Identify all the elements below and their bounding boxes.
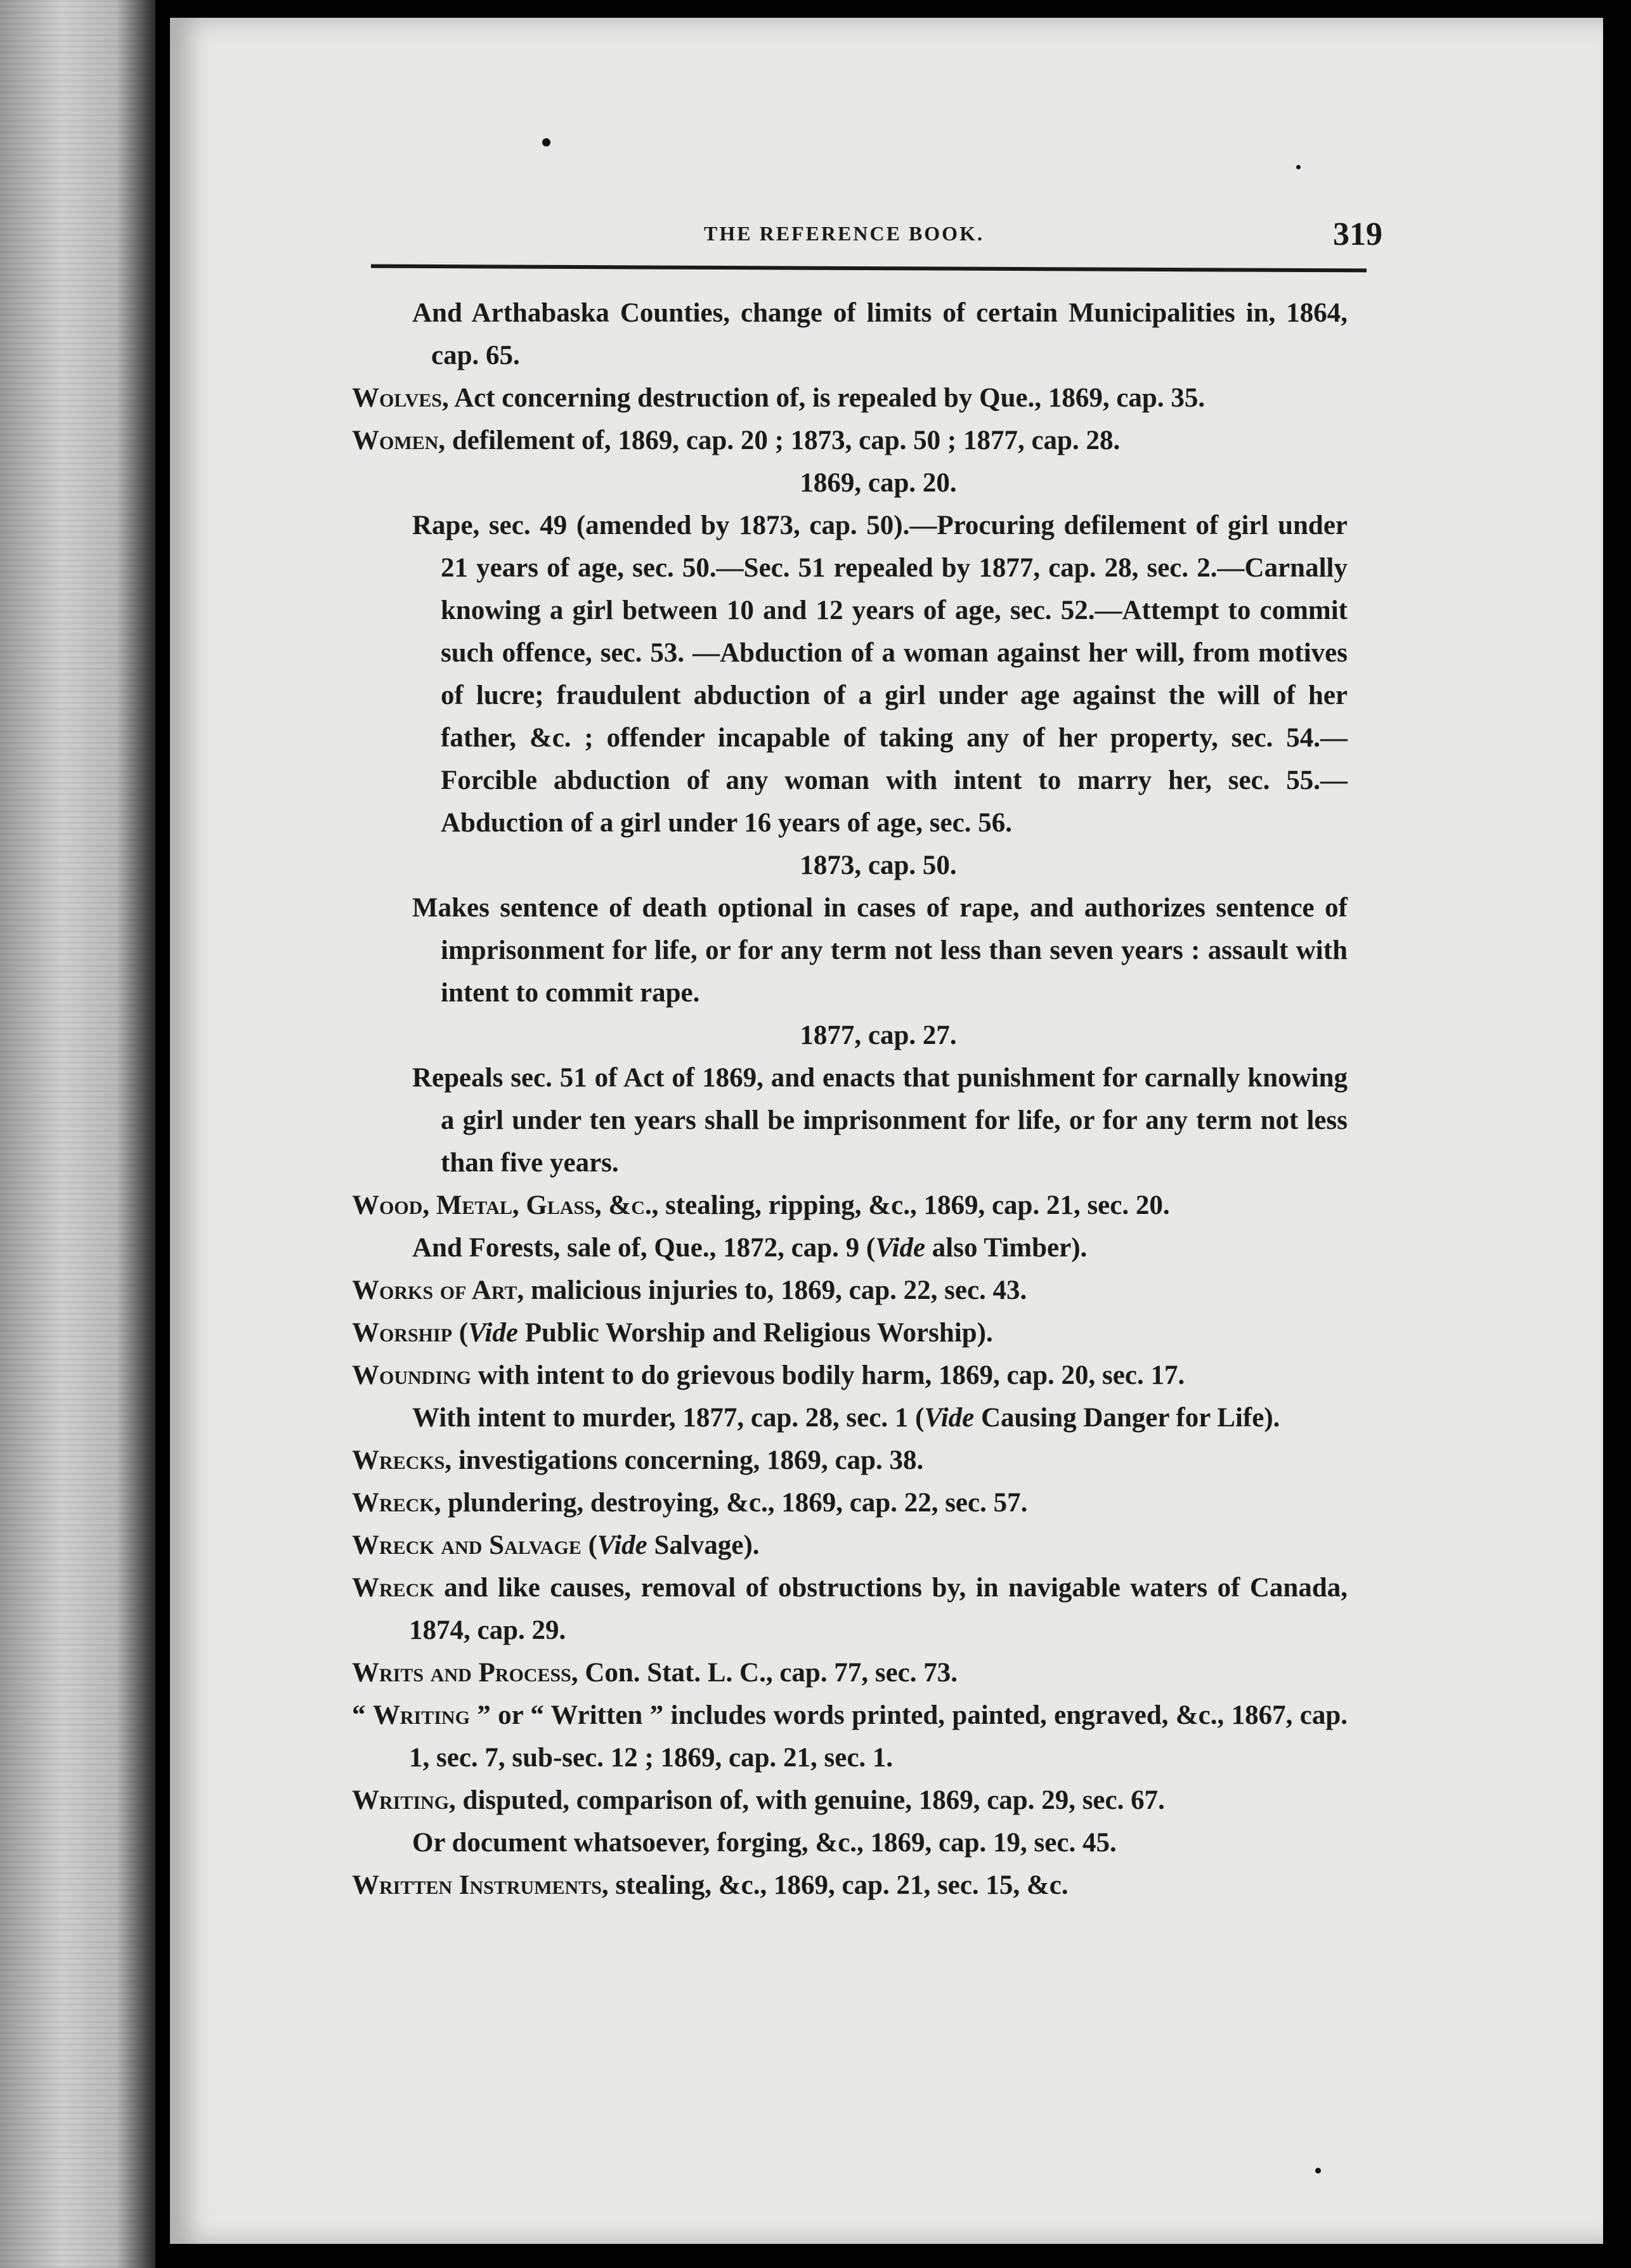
- index-entry: [352, 1312, 1348, 1354]
- entry-heading: Writing: [352, 1785, 450, 1815]
- entry-text: Or document whatsoever, forging, &c., 1869, cap. 19, sec. 45.: [412, 1828, 1117, 1858]
- index-entry: [352, 1524, 1348, 1567]
- adjacent-page-edge: [0, 0, 155, 2268]
- index-subentry: [352, 887, 1348, 1014]
- entry-text: Makes sentence of death optional in cases of rape, and authorizes sentence of imprisonment for life, or for any term not less than seven years : assault with intent to commit rape.: [412, 893, 1348, 1008]
- entry-heading: Wolves: [352, 383, 442, 413]
- entry-heading: Works of Art: [352, 1275, 517, 1305]
- entry-text: 1869, cap. 20.: [800, 468, 957, 498]
- entry-text: “: [352, 1700, 373, 1730]
- index-entry: [352, 1864, 1348, 1906]
- index-entry: [352, 377, 1348, 419]
- entry-text: , disputed, comparison of, with genuine, 1869, cap. 29, sec. 67.: [449, 1785, 1165, 1815]
- index-subentry: [352, 292, 1348, 377]
- index-content: [352, 292, 1348, 1906]
- entry-text: Public Worship and Religious Worship).: [517, 1318, 993, 1348]
- entry-heading: Wood, Metal, Glass, &c.: [352, 1190, 652, 1220]
- entry-heading: Writs and Process: [352, 1658, 571, 1688]
- entry-text: , malicious injuries to, 1869, cap. 22, sec. 43.: [517, 1275, 1027, 1305]
- entry-text: with intent to do grievous bodily harm, 1869, cap. 20, sec. 17.: [471, 1360, 1185, 1390]
- entry-text: Rape, sec. 49 (amended by 1873, cap. 50).—Procuring defilement of girl under 21 years of age, sec. 50.—Sec. 51 repealed by 1877, cap. 28, sec. 2.—Carnally knowing a girl between 10 and 12 years of age, sec. 52.—Attempt to commit such offence, sec. 53. —Abduction of a woman against her will, from motives of lucre; fraudulent abduction of a girl under age against the will of her father, &c. ; offender incapable of taking any of her property, sec. 54.—Forcible abduction of any woman with intent to marry her, sec. 55.—Abduction of a girl under 16 years of age, sec. 56.: [412, 511, 1348, 838]
- entry-text: and like causes, removal of obstructions by, in navigable waters of Canada, 1874, cap. 29.: [409, 1573, 1348, 1645]
- entry-text: (: [452, 1318, 469, 1348]
- entry-heading: Written Instruments: [352, 1870, 602, 1900]
- entry-text: Causing Danger for Life).: [974, 1403, 1280, 1433]
- entry-text: Vide: [924, 1403, 975, 1433]
- index-entry: [352, 1269, 1348, 1312]
- entry-text: And Arthabaska Counties, change of limits of certain Municipalities in, 1864, cap. 65.: [412, 298, 1348, 370]
- entry-text: Vide: [597, 1530, 647, 1560]
- entry-text: ” or “ Written ” includes words printed, painted, engraved, &c., 1867, cap. 1, sec. 7, sub-sec. 12 ; 1869, cap. 21, sec. 1.: [409, 1700, 1348, 1773]
- index-subentry: [352, 504, 1348, 844]
- entry-heading: Worship: [352, 1318, 453, 1348]
- ink-speck: [1315, 2168, 1321, 2174]
- page-header: [704, 216, 1395, 254]
- entry-text: , Act concerning destruction of, is repealed by Que., 1869, cap. 35.: [441, 383, 1205, 413]
- running-head: THE REFERENCE BOOK.: [704, 222, 984, 245]
- entry-text: Vide: [468, 1318, 518, 1348]
- entry-text: also Timber).: [925, 1233, 1088, 1263]
- entry-heading: Writing: [372, 1700, 470, 1730]
- entry-text: (: [581, 1530, 597, 1560]
- act-reference: [352, 462, 1348, 504]
- index-subentry: [352, 1057, 1348, 1184]
- index-entry: [352, 1184, 1348, 1227]
- entry-text: With intent to murder, 1877, cap. 28, sec. 1 (: [412, 1403, 925, 1433]
- entry-heading: Wrecks: [352, 1445, 445, 1475]
- entry-heading: Wreck: [352, 1488, 434, 1518]
- index-entry: [352, 1567, 1348, 1652]
- page-number: 319: [1333, 216, 1382, 252]
- index-entry: [352, 1482, 1348, 1524]
- act-reference: [352, 844, 1348, 887]
- act-reference: [352, 1014, 1348, 1057]
- entry-heading: Wreck and Salvage: [352, 1530, 582, 1560]
- entry-text: Salvage).: [647, 1530, 760, 1560]
- entry-text: 1873, cap. 50.: [800, 850, 957, 880]
- entry-text: Vide: [875, 1233, 926, 1263]
- index-subentry: [352, 1397, 1348, 1439]
- index-entry: [352, 1439, 1348, 1482]
- ink-speck: [542, 138, 550, 147]
- index-entry: [352, 1694, 1348, 1779]
- entry-heading: Wreck: [352, 1573, 434, 1603]
- index-entry: [352, 419, 1348, 462]
- index-entry: [352, 1354, 1348, 1397]
- entry-text: , stealing, ripping, &c., 1869, cap. 21, sec. 20.: [651, 1190, 1170, 1220]
- entry-text: , plundering, destroying, &c., 1869, cap. 22, sec. 57.: [434, 1488, 1028, 1518]
- entry-heading: Wounding: [352, 1360, 472, 1390]
- index-subentry: [352, 1822, 1348, 1864]
- entry-text: , defilement of, 1869, cap. 20 ; 1873, cap. 50 ; 1877, cap. 28.: [438, 426, 1121, 455]
- index-entry: [352, 1652, 1348, 1694]
- entry-text: And Forests, sale of, Que., 1872, cap. 9 (: [412, 1233, 876, 1263]
- entry-heading: Women: [352, 426, 439, 455]
- entry-text: 1877, cap. 27.: [800, 1020, 957, 1050]
- entry-text: , stealing, &c., 1869, cap. 21, sec. 15, &c.: [601, 1870, 1069, 1900]
- entry-text: , investigations concerning, 1869, cap. 38.: [445, 1445, 924, 1475]
- ink-speck: [1296, 165, 1301, 169]
- index-entry: [352, 1779, 1348, 1822]
- entry-text: Repeals sec. 51 of Act of 1869, and enacts that punishment for carnally knowing a girl under ten years shall be imprisonment for life, or for any term not less than five years.: [412, 1063, 1348, 1178]
- index-subentry: [352, 1227, 1348, 1269]
- entry-text: , Con. Stat. L. C., cap. 77, sec. 73.: [571, 1658, 958, 1688]
